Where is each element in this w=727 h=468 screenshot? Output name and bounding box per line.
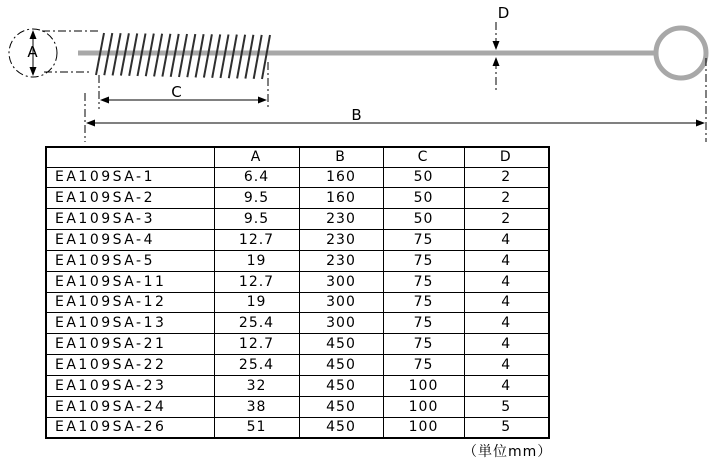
model-cell: EA109SA-26 xyxy=(46,417,214,438)
table-row xyxy=(46,209,549,230)
value-b: 450 xyxy=(299,417,383,438)
model-cell: EA109SA-22 xyxy=(46,355,214,376)
value-b: 230 xyxy=(299,209,383,230)
col-header-a: A xyxy=(214,147,299,167)
value-d: 2 xyxy=(464,167,549,188)
value-b: 450 xyxy=(299,334,383,355)
table-row xyxy=(46,230,549,251)
value-d: 4 xyxy=(464,313,549,334)
value-d: 5 xyxy=(464,417,549,438)
value-d: 4 xyxy=(464,250,549,271)
value-d: 4 xyxy=(464,355,549,376)
value-a: 19 xyxy=(214,250,299,271)
value-b: 300 xyxy=(299,271,383,292)
brush-dimension-diagram xyxy=(0,0,727,146)
table-row xyxy=(46,396,549,417)
value-a: 12.7 xyxy=(214,271,299,292)
model-cell: EA109SA-21 xyxy=(46,334,214,355)
model-cell: EA109SA-1 xyxy=(46,167,214,188)
value-b: 230 xyxy=(299,250,383,271)
value-c: 100 xyxy=(383,417,464,438)
model-cell: EA109SA-13 xyxy=(46,313,214,334)
value-b: 160 xyxy=(299,188,383,209)
brush-bristles xyxy=(96,33,270,79)
value-c: 50 xyxy=(383,167,464,188)
ring-handle xyxy=(656,28,706,78)
table-row xyxy=(46,292,549,313)
value-a: 12.7 xyxy=(214,334,299,355)
table-row xyxy=(46,375,549,396)
value-c: 75 xyxy=(383,250,464,271)
table-row xyxy=(46,271,549,292)
value-a: 25.4 xyxy=(214,355,299,376)
dimension-a xyxy=(27,30,38,76)
value-d: 4 xyxy=(464,375,549,396)
value-a: 38 xyxy=(214,396,299,417)
value-c: 50 xyxy=(383,209,464,230)
value-c: 75 xyxy=(383,355,464,376)
value-d: 4 xyxy=(464,292,549,313)
model-cell: EA109SA-3 xyxy=(46,209,214,230)
value-b: 230 xyxy=(299,230,383,251)
value-b: 300 xyxy=(299,292,383,313)
dim-label-a: A xyxy=(27,43,39,61)
value-b: 160 xyxy=(299,167,383,188)
value-b: 300 xyxy=(299,313,383,334)
table-row xyxy=(46,355,549,376)
value-b: 450 xyxy=(299,355,383,376)
spec-table-header-row xyxy=(46,147,549,167)
spec-table xyxy=(45,146,550,439)
table-row xyxy=(46,417,549,438)
col-header-d: D xyxy=(464,147,549,167)
col-header-c: C xyxy=(383,147,464,167)
value-b: 450 xyxy=(299,396,383,417)
value-c: 75 xyxy=(383,292,464,313)
value-d: 4 xyxy=(464,334,549,355)
unit-note: （単位mm） xyxy=(463,444,553,460)
value-a: 32 xyxy=(214,375,299,396)
table-row xyxy=(46,188,549,209)
value-d: 2 xyxy=(464,188,549,209)
value-c: 75 xyxy=(383,313,464,334)
value-a: 6.4 xyxy=(214,167,299,188)
value-c: 100 xyxy=(383,396,464,417)
value-c: 75 xyxy=(383,230,464,251)
col-header-model xyxy=(46,147,214,167)
value-d: 4 xyxy=(464,230,549,251)
value-a: 9.5 xyxy=(214,188,299,209)
table-row xyxy=(46,167,549,188)
model-cell: EA109SA-4 xyxy=(46,230,214,251)
value-c: 75 xyxy=(383,271,464,292)
value-a: 12.7 xyxy=(214,230,299,251)
value-a: 9.5 xyxy=(214,209,299,230)
model-cell: EA109SA-2 xyxy=(46,188,214,209)
value-c: 100 xyxy=(383,375,464,396)
model-cell: EA109SA-11 xyxy=(46,271,214,292)
brush-shaft xyxy=(78,51,656,56)
value-b: 450 xyxy=(299,375,383,396)
dimension-d xyxy=(493,4,511,90)
dim-label-c: C xyxy=(171,83,183,101)
model-cell: EA109SA-23 xyxy=(46,375,214,396)
dimension-c xyxy=(99,62,268,109)
col-header-b: B xyxy=(299,147,383,167)
value-c: 75 xyxy=(383,334,464,355)
model-cell: EA109SA-5 xyxy=(46,250,214,271)
value-a: 19 xyxy=(214,292,299,313)
value-d: 4 xyxy=(464,271,549,292)
value-a: 25.4 xyxy=(214,313,299,334)
value-d: 5 xyxy=(464,396,549,417)
value-c: 50 xyxy=(383,188,464,209)
table-row xyxy=(46,313,549,334)
model-cell: EA109SA-12 xyxy=(46,292,214,313)
dim-label-b: B xyxy=(351,106,363,124)
dim-label-d: D xyxy=(497,4,511,22)
value-a: 51 xyxy=(214,417,299,438)
model-cell: EA109SA-24 xyxy=(46,396,214,417)
table-row xyxy=(46,250,549,271)
value-d: 2 xyxy=(464,209,549,230)
table-row xyxy=(46,334,549,355)
